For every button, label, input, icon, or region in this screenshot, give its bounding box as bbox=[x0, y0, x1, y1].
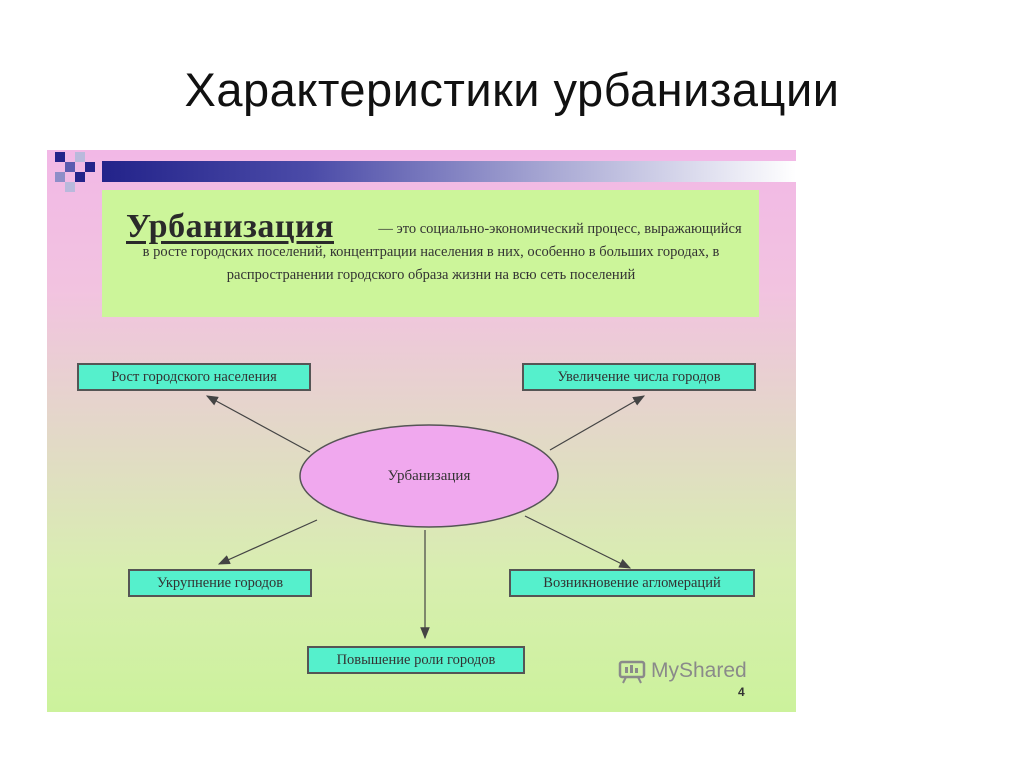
node-city-count-increase: Увеличение числа городов bbox=[522, 363, 756, 391]
node-urban-population-growth: Рост городского населения bbox=[77, 363, 311, 391]
node-city-role-increase: Повышение роли городов bbox=[307, 646, 525, 674]
center-label: Урбанизация bbox=[387, 468, 471, 484]
watermark-text: MyShared bbox=[651, 659, 747, 682]
page-title: Характеристики урбанизации bbox=[184, 63, 840, 116]
watermark bbox=[617, 658, 747, 684]
diagram-connectors bbox=[47, 150, 796, 712]
arrow-to-top-left bbox=[207, 396, 310, 452]
definition-text: — это социально-экономический процесс, выражающийся в росте городских поселений, концентрации населения в них, особенно в больших городах, в распространении городского образа жизни на всю сеть поселений bbox=[142, 221, 742, 283]
presentation-icon bbox=[617, 658, 647, 684]
node-agglomerations: Возникновение агломераций bbox=[509, 569, 755, 597]
definition-term: Урбанизация bbox=[126, 208, 334, 245]
arrow-to-top-right bbox=[550, 396, 644, 450]
arrow-to-bottom-left bbox=[219, 520, 317, 564]
slide-image bbox=[47, 150, 796, 712]
node-city-enlargement: Укрупнение городов bbox=[128, 569, 312, 597]
arrow-to-bottom-right bbox=[525, 516, 630, 568]
slide-number: 4 bbox=[738, 685, 745, 699]
